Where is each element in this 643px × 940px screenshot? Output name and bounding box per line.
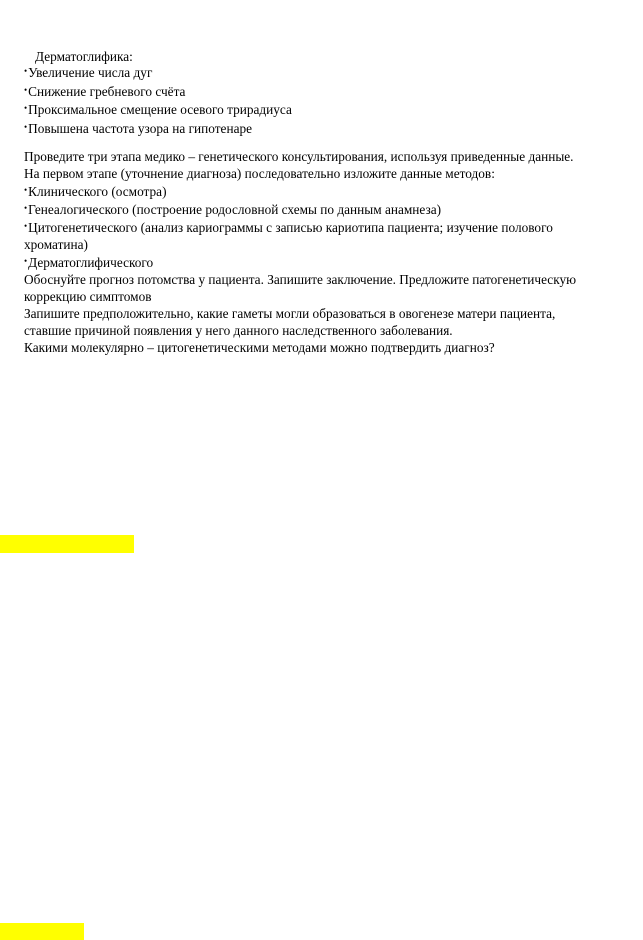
bullet-icon: • (24, 185, 28, 195)
highlight-mark (0, 923, 84, 940)
list-item: •Увеличение числа дуг (24, 65, 153, 80)
method-item: •Цитогенетического (анализ кариограммы с записью кариотипа пациента; изучение полового (24, 220, 553, 235)
task-stage1: На первом этапе (уточнение диагноза) последовательно изложите данные методов: (24, 166, 495, 181)
list-item: •Снижение гребневого счёта (24, 83, 186, 99)
gametes-text-cont: ставшие причиной появления у него данного наследственного заболевания. (24, 323, 453, 338)
bullet-icon: • (24, 203, 28, 213)
task-text (24, 148, 624, 356)
task-intro: Проведите три этапа медико – генетического консультирования, используя приведенные данные. (24, 149, 574, 164)
bullet-icon: • (24, 103, 28, 113)
highlight-mark (0, 535, 134, 553)
prognosis-text-cont: коррекцию симптомов (24, 289, 152, 304)
findings-list (24, 63, 292, 137)
bullet-icon: • (24, 121, 28, 132)
bullet-icon: • (24, 66, 28, 76)
prognosis-text: Обоснуйте прогноз потомства у пациента. Запишите заключение. Предложите патогенетическую (24, 272, 577, 287)
gametes-text: Запишите предположительно, какие гаметы могли образоваться в овогенезе матери пациента, (24, 306, 556, 321)
methods-question: Какими молекулярно – цитогенетическими методами можно подтвердить диагноз? (24, 340, 495, 355)
bullet-icon: • (24, 256, 28, 266)
bullet-icon: • (24, 221, 28, 231)
bullet-icon: • (24, 84, 28, 95)
list-item: •Повышена частота узора на гипотенаре (24, 120, 253, 136)
list-item: •Проксимальное смещение осевого трирадиуса (24, 102, 292, 117)
method-item: •Клинического (осмотра) (24, 184, 167, 199)
method-item: •Генеалогического (построение родословной схемы по данным анамнеза) (24, 202, 442, 217)
dermatoglyphics-heading: Дерматоглифика: (35, 49, 133, 64)
method-item-continuation: хроматина) (24, 237, 88, 252)
method-item: •Дерматоглифического (24, 255, 154, 270)
